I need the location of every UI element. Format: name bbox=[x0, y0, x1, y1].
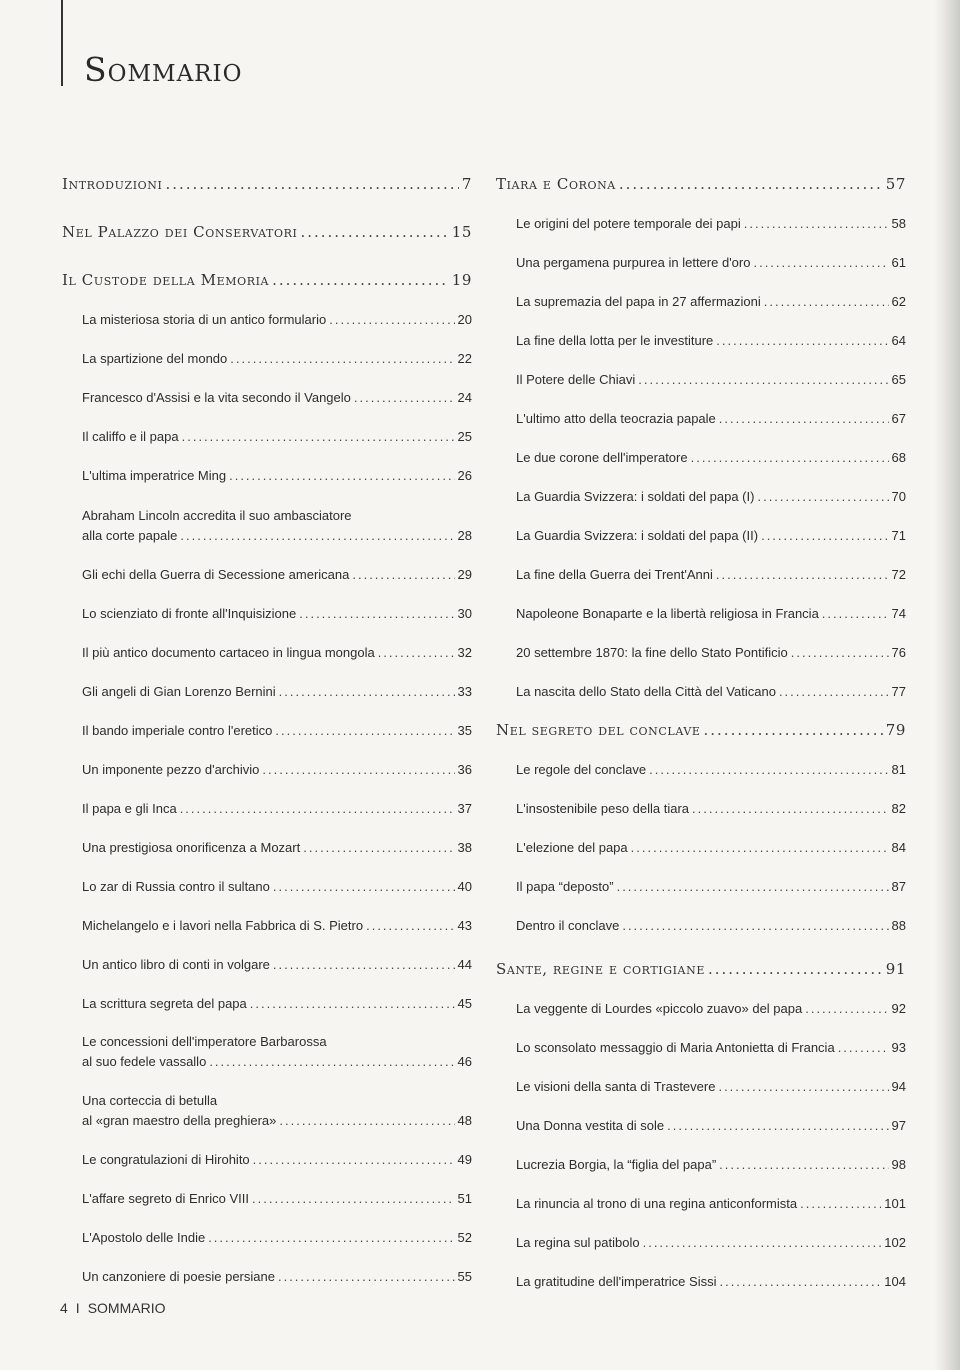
toc-entry bbox=[516, 916, 906, 936]
toc-leader-dots bbox=[250, 994, 455, 1014]
toc-entry-title: Gli echi della Guerra di Secessione americana bbox=[82, 567, 350, 582]
toc-section-title: Introduzioni bbox=[62, 175, 163, 193]
footer-label: SOMMARIO bbox=[87, 1300, 166, 1316]
toc-entry bbox=[82, 760, 472, 780]
toc-entry-title: Napoleone Bonaparte e la libertà religiosa in Francia bbox=[516, 606, 819, 621]
toc-entry bbox=[516, 487, 906, 507]
toc-leader-dots bbox=[180, 799, 455, 819]
toc-entry-title: Lo zar di Russia contro il sultano bbox=[82, 879, 270, 894]
toc-leader-dots bbox=[791, 643, 889, 663]
toc-entry bbox=[516, 1272, 906, 1292]
toc-leader-dots bbox=[300, 221, 448, 243]
toc-entry-title: Il califfo e il papa bbox=[82, 429, 179, 444]
toc-leader-dots bbox=[378, 643, 455, 663]
toc-entry-title: Francesco d'Assisi e la vita secondo il Vangelo bbox=[82, 390, 351, 405]
toc-page-number: 65 bbox=[891, 372, 906, 387]
toc-page-number: 29 bbox=[457, 567, 472, 582]
toc-entry bbox=[82, 1267, 472, 1287]
toc-page-number: 93 bbox=[891, 1040, 906, 1055]
toc-page-number: 71 bbox=[891, 528, 906, 543]
toc-entry-title: L'insostenibile peso della tiara bbox=[516, 801, 690, 816]
toc-page-number: 67 bbox=[891, 411, 906, 426]
toc-leader-dots bbox=[761, 526, 888, 546]
toc-leader-dots bbox=[279, 1111, 454, 1131]
toc-entry-title: La rinuncia al trono di una regina anticonformista bbox=[516, 1196, 798, 1211]
toc-page-number: 77 bbox=[891, 684, 906, 699]
toc-entry bbox=[516, 877, 906, 897]
toc-entry bbox=[516, 448, 906, 468]
toc-page-number: 104 bbox=[884, 1274, 906, 1289]
toc-page-number: 84 bbox=[891, 840, 906, 855]
toc-entry bbox=[516, 214, 906, 234]
toc-entry-title: Il papa e gli Inca bbox=[82, 801, 177, 816]
toc-section-entry bbox=[496, 719, 906, 741]
toc-entry-title: Il papa “deposto” bbox=[516, 879, 614, 894]
toc-leader-dots bbox=[704, 719, 883, 741]
toc-entry-title: Il più antico documento cartaceo in lingua mongola bbox=[82, 645, 375, 660]
toc-entry-title-cont: alla corte papale bbox=[82, 528, 178, 543]
toc-entry-title: La fine della Guerra dei Trent'Anni bbox=[516, 567, 713, 582]
toc-leader-dots bbox=[757, 487, 888, 507]
toc-entry-title: Un imponente pezzo d'archivio bbox=[82, 762, 260, 777]
toc-entry bbox=[82, 427, 472, 447]
toc-entry-title: Un antico libro di conti in volgare bbox=[82, 957, 270, 972]
toc-entry bbox=[82, 1091, 472, 1131]
toc-leader-dots bbox=[649, 760, 888, 780]
toc-entry-title: Le visioni della santa di Trastevere bbox=[516, 1079, 716, 1094]
toc-page-number: 101 bbox=[884, 1196, 906, 1211]
toc-page-number: 44 bbox=[457, 957, 472, 972]
toc-leader-dots bbox=[272, 269, 449, 291]
toc-section-title: Nel Palazzo dei Conservatori bbox=[62, 223, 298, 241]
toc-page-number: 58 bbox=[891, 216, 906, 231]
toc-page-number: 48 bbox=[457, 1113, 472, 1128]
page-footer bbox=[60, 1300, 165, 1316]
toc-entry bbox=[82, 349, 472, 369]
toc-entry-title: Il bando imperiale contro l'eretico bbox=[82, 723, 273, 738]
toc-page-number: 37 bbox=[457, 801, 472, 816]
toc-entry bbox=[516, 760, 906, 780]
toc-entry-line bbox=[82, 1052, 472, 1072]
toc-page-number: 72 bbox=[891, 567, 906, 582]
toc-leader-dots bbox=[180, 526, 454, 546]
toc-leader-dots bbox=[617, 877, 889, 897]
toc-entry-title: La supremazia del papa in 27 affermazioni bbox=[516, 294, 761, 309]
toc-section-title: Tiara e Corona bbox=[496, 175, 616, 193]
toc-leader-dots bbox=[719, 1272, 881, 1292]
toc-page-number: 91 bbox=[885, 960, 906, 978]
toc-leader-dots bbox=[691, 448, 889, 468]
toc-entry-title-cont: al suo fedele vassallo bbox=[82, 1054, 207, 1069]
toc-page-number: 36 bbox=[457, 762, 472, 777]
toc-entry-title: Il Potere delle Chiavi bbox=[516, 372, 636, 387]
toc-entry-title: Una prestigiosa onorificenza a Mozart bbox=[82, 840, 301, 855]
toc-page-number: 62 bbox=[891, 294, 906, 309]
toc-leader-dots bbox=[273, 877, 455, 897]
toc-page-number: 97 bbox=[891, 1118, 906, 1133]
toc-leader-dots bbox=[354, 388, 455, 408]
toc-entry-title: Gli angeli di Gian Lorenzo Bernini bbox=[82, 684, 276, 699]
toc-entry bbox=[516, 1233, 906, 1253]
footer-separator: I bbox=[75, 1300, 80, 1316]
toc-leader-dots bbox=[275, 721, 454, 741]
toc-entry bbox=[82, 466, 472, 486]
toc-leader-dots bbox=[638, 370, 888, 390]
toc-page-number: 79 bbox=[885, 721, 906, 739]
toc-page-number: 51 bbox=[457, 1191, 472, 1206]
toc-page-number: 74 bbox=[891, 606, 906, 621]
toc-page-number: 20 bbox=[457, 312, 472, 327]
toc-entry-title: Michelangelo e i lavori nella Fabbrica di S. Pietro bbox=[82, 918, 364, 933]
toc-section-entry bbox=[496, 173, 906, 195]
toc-page-number: 64 bbox=[891, 333, 906, 348]
toc-entry-title: La Guardia Svizzera: i soldati del papa (II) bbox=[516, 528, 759, 543]
toc-entry-title: La Guardia Svizzera: i soldati del papa (I) bbox=[516, 489, 755, 504]
toc-page-number: 52 bbox=[457, 1230, 472, 1245]
toc-page-number: 25 bbox=[457, 429, 472, 444]
toc-entry bbox=[516, 1155, 906, 1175]
toc-page-number: 24 bbox=[457, 390, 472, 405]
toc-entry-title: La nascita dello Stato della Città del Vaticano bbox=[516, 684, 776, 699]
toc-entry-title: 20 settembre 1870: la fine dello Stato Pontificio bbox=[516, 645, 788, 660]
toc-page-number: 81 bbox=[891, 762, 906, 777]
toc-entry bbox=[516, 253, 906, 273]
toc-leader-dots bbox=[716, 331, 888, 351]
toc-section-entry bbox=[62, 269, 472, 291]
toc-entry bbox=[516, 292, 906, 312]
toc-entry-title: Una corteccia di betulla bbox=[82, 1093, 218, 1108]
toc-entry bbox=[82, 1228, 472, 1248]
toc-entry-title: La gratitudine dell'imperatrice Sissi bbox=[516, 1274, 717, 1289]
toc-leader-dots bbox=[631, 838, 889, 858]
toc-leader-dots bbox=[718, 1077, 888, 1097]
book-spine-shadow bbox=[934, 0, 960, 1370]
toc-entry-title: L'Apostolo delle Indie bbox=[82, 1230, 206, 1245]
toc-page-number: 19 bbox=[451, 271, 472, 289]
toc-entry bbox=[82, 799, 472, 819]
toc-page-number: 15 bbox=[451, 223, 472, 241]
toc-entry-title: La spartizione del mondo bbox=[82, 351, 228, 366]
toc-page-number: 38 bbox=[457, 840, 472, 855]
toc-page-number: 22 bbox=[457, 351, 472, 366]
toc-entry-title: Le due corone dell'imperatore bbox=[516, 450, 688, 465]
toc-leader-dots bbox=[273, 955, 455, 975]
toc-entry-title: L'ultimo atto della teocrazia papale bbox=[516, 411, 716, 426]
toc-entry-title: Un canzoniere di poesie persiane bbox=[82, 1269, 275, 1284]
toc-leader-dots bbox=[805, 999, 888, 1019]
toc-entry-line bbox=[82, 1111, 472, 1131]
toc-page-number: 61 bbox=[891, 255, 906, 270]
toc-entry bbox=[82, 1189, 472, 1209]
toc-page-number: 98 bbox=[891, 1157, 906, 1172]
toc-leader-dots bbox=[278, 1267, 455, 1287]
toc-entry bbox=[82, 916, 472, 936]
toc-leader-dots bbox=[719, 1155, 888, 1175]
toc-leader-dots bbox=[329, 310, 454, 330]
toc-entry bbox=[516, 838, 906, 858]
toc-leader-dots bbox=[262, 760, 454, 780]
toc-section-entry bbox=[62, 173, 472, 195]
toc-entry bbox=[516, 409, 906, 429]
toc-page-number: 43 bbox=[457, 918, 472, 933]
toc-leader-dots bbox=[719, 409, 889, 429]
toc-leader-dots bbox=[744, 214, 889, 234]
toc-page-number: 68 bbox=[891, 450, 906, 465]
toc-leader-dots bbox=[622, 916, 888, 936]
toc-entry bbox=[82, 838, 472, 858]
toc-leader-dots bbox=[779, 682, 889, 702]
toc-entry-title: Una pergamena purpurea in lettere d'oro bbox=[516, 255, 751, 270]
toc-entry-title: La veggente di Lourdes «piccolo zuavo» del papa bbox=[516, 1001, 803, 1016]
toc-page-number: 55 bbox=[457, 1269, 472, 1284]
toc-entry-title: La fine della lotta per le investiture bbox=[516, 333, 714, 348]
toc-entry bbox=[82, 604, 472, 624]
toc-page-number: 30 bbox=[457, 606, 472, 621]
toc-entry bbox=[516, 643, 906, 663]
toc-entry bbox=[82, 682, 472, 702]
toc-entry-title: Lo scienziato di fronte all'Inquisizione bbox=[82, 606, 297, 621]
toc-entry bbox=[82, 388, 472, 408]
toc-entry-title-cont: al «gran maestro della preghiera» bbox=[82, 1113, 277, 1128]
toc-entry-title: La misteriosa storia di un antico formulario bbox=[82, 312, 327, 327]
toc-entry-title: L'affare segreto di Enrico VIII bbox=[82, 1191, 250, 1206]
toc-entry-line bbox=[82, 526, 472, 546]
toc-entry-title: Abraham Lincoln accredita il suo ambasciatore bbox=[82, 508, 352, 523]
toc-entry bbox=[516, 565, 906, 585]
toc-entry bbox=[82, 1032, 472, 1072]
toc-leader-dots bbox=[716, 565, 889, 585]
toc-entry bbox=[516, 682, 906, 702]
toc-leader-dots bbox=[753, 253, 888, 273]
toc-leader-dots bbox=[366, 916, 454, 936]
toc-page-number: 94 bbox=[891, 1079, 906, 1094]
toc-leader-dots bbox=[230, 349, 454, 369]
toc-leader-dots bbox=[619, 173, 883, 195]
toc-entry bbox=[516, 1038, 906, 1058]
toc-entry bbox=[82, 565, 472, 585]
toc-section-entry bbox=[62, 221, 472, 243]
page-title: Sommario bbox=[84, 50, 243, 89]
toc-leader-dots bbox=[165, 173, 458, 195]
toc-entry-title: Le origini del potere temporale dei papi bbox=[516, 216, 741, 231]
toc-entry bbox=[516, 331, 906, 351]
toc-leader-dots bbox=[209, 1052, 454, 1072]
toc-section-title: Sante, regine e cortigiane bbox=[496, 960, 705, 978]
toc-entry bbox=[82, 955, 472, 975]
toc-leader-dots bbox=[667, 1116, 888, 1136]
toc-entry-title: La regina sul patibolo bbox=[516, 1235, 640, 1250]
toc-page-number: 87 bbox=[891, 879, 906, 894]
toc-entry-title: L'ultima imperatrice Ming bbox=[82, 468, 227, 483]
footer-page-number: 4 bbox=[60, 1300, 68, 1316]
toc-leader-dots bbox=[279, 682, 455, 702]
toc-leader-dots bbox=[692, 799, 888, 819]
toc-entry-title: Le regole del conclave bbox=[516, 762, 647, 777]
toc-section-entry bbox=[496, 958, 906, 980]
toc-entry bbox=[516, 526, 906, 546]
toc-page-number: 46 bbox=[457, 1054, 472, 1069]
toc-entry-title: Una Donna vestita di sole bbox=[516, 1118, 665, 1133]
toc-leader-dots bbox=[229, 466, 454, 486]
toc-entry bbox=[82, 310, 472, 330]
toc-leader-dots bbox=[182, 427, 455, 447]
toc-entry-title: La scrittura segreta del papa bbox=[82, 996, 247, 1011]
toc-page-number: 88 bbox=[891, 918, 906, 933]
toc-entry bbox=[516, 999, 906, 1019]
toc-entry bbox=[82, 877, 472, 897]
toc-entry-title: L'elezione del papa bbox=[516, 840, 628, 855]
toc-entry-title: Dentro il conclave bbox=[516, 918, 620, 933]
toc-entry-title: Le concessioni dell'imperatore Barbarossa bbox=[82, 1034, 327, 1049]
toc-page-number: 35 bbox=[457, 723, 472, 738]
toc-leader-dots bbox=[299, 604, 454, 624]
toc-leader-dots bbox=[253, 1150, 455, 1170]
toc-page-number: 102 bbox=[884, 1235, 906, 1250]
toc-entry bbox=[516, 1116, 906, 1136]
toc-page-number: 7 bbox=[461, 175, 472, 193]
toc-entry bbox=[82, 506, 472, 546]
toc-page-number: 57 bbox=[885, 175, 906, 193]
toc-page-number: 33 bbox=[457, 684, 472, 699]
toc-entry bbox=[516, 370, 906, 390]
toc-page-number: 70 bbox=[891, 489, 906, 504]
toc-entry bbox=[82, 721, 472, 741]
toc-page-number: 32 bbox=[457, 645, 472, 660]
toc-entry bbox=[516, 799, 906, 819]
toc-page-number: 28 bbox=[457, 528, 472, 543]
title-rule bbox=[61, 0, 63, 86]
toc-leader-dots bbox=[838, 1038, 889, 1058]
toc-leader-dots bbox=[252, 1189, 455, 1209]
toc-leader-dots bbox=[208, 1228, 454, 1248]
toc-leader-dots bbox=[643, 1233, 882, 1253]
toc-page-number: 26 bbox=[457, 468, 472, 483]
toc-entry bbox=[516, 604, 906, 624]
toc-section-title: Nel segreto del conclave bbox=[496, 721, 701, 739]
toc-leader-dots bbox=[352, 565, 454, 585]
toc-entry-title: Lo sconsolato messaggio di Maria Antonietta di Francia bbox=[516, 1040, 835, 1055]
toc-leader-dots bbox=[822, 604, 889, 624]
toc-leader-dots bbox=[764, 292, 889, 312]
toc-leader-dots bbox=[708, 958, 883, 980]
toc-entry-title: Le congratulazioni di Hirohito bbox=[82, 1152, 250, 1167]
toc-entry bbox=[82, 994, 472, 1014]
toc-page-number: 82 bbox=[891, 801, 906, 816]
toc-page-number: 92 bbox=[891, 1001, 906, 1016]
toc-entry bbox=[516, 1194, 906, 1214]
toc-entry bbox=[516, 1077, 906, 1097]
toc-entry-title: Lucrezia Borgia, la “figlia del papa” bbox=[516, 1157, 717, 1172]
toc-page-number: 40 bbox=[457, 879, 472, 894]
toc-leader-dots bbox=[303, 838, 454, 858]
toc-entry bbox=[82, 1150, 472, 1170]
toc-section-title: Il Custode della Memoria bbox=[62, 271, 270, 289]
toc-leader-dots bbox=[800, 1194, 881, 1214]
toc-page-number: 76 bbox=[891, 645, 906, 660]
toc-page-number: 49 bbox=[457, 1152, 472, 1167]
toc-page-number: 45 bbox=[457, 996, 472, 1011]
toc-entry bbox=[82, 643, 472, 663]
